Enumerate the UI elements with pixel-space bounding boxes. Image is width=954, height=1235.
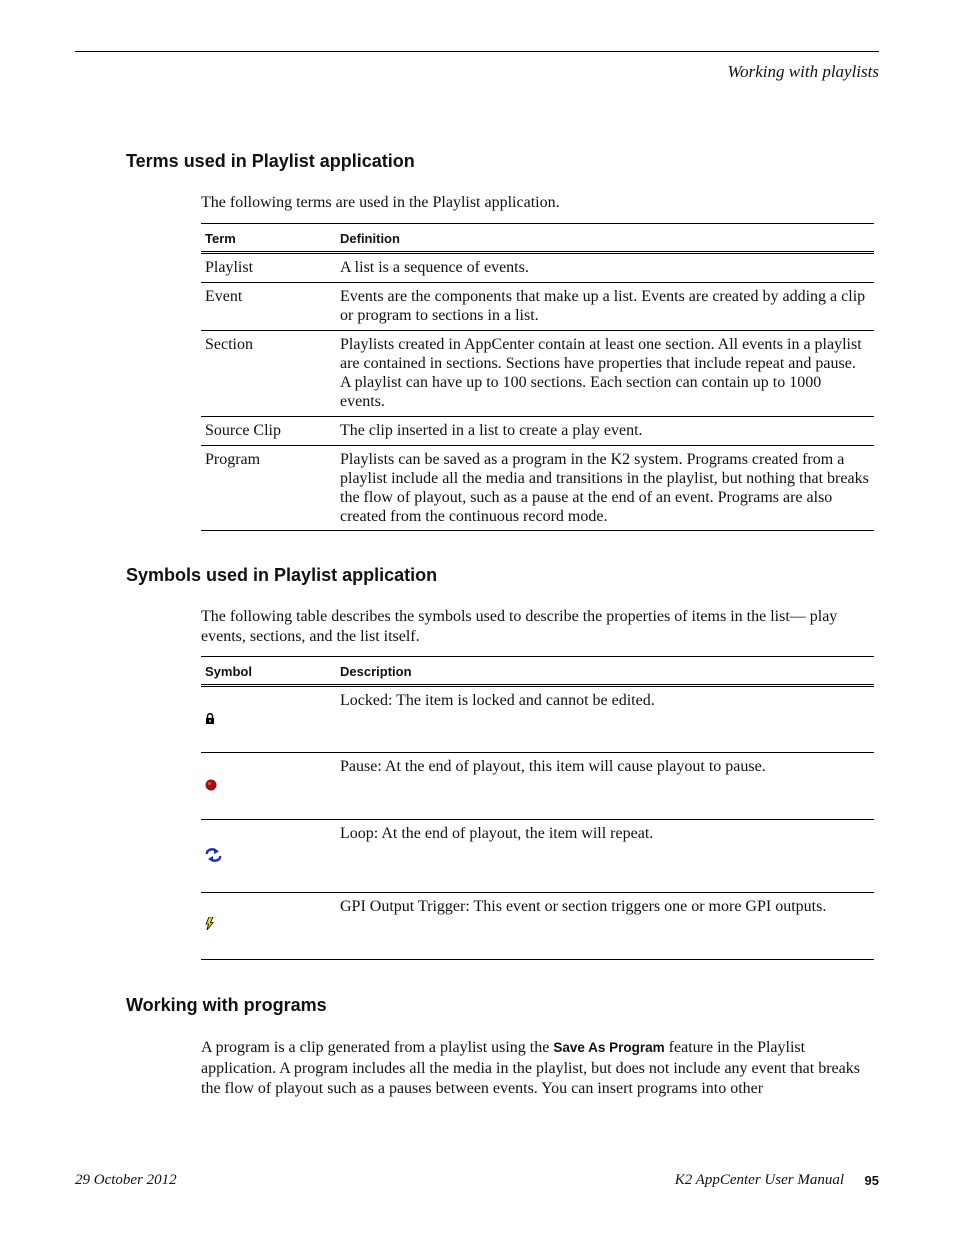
symbols-col-description: Description bbox=[336, 657, 874, 686]
table-row bbox=[201, 893, 874, 960]
table-row bbox=[201, 753, 874, 820]
symbol-cell bbox=[201, 686, 336, 753]
terms-heading: Terms used in Playlist application bbox=[126, 151, 415, 171]
pause-dot-icon bbox=[205, 779, 217, 791]
symbols-col-symbol: Symbol bbox=[201, 657, 336, 686]
terms-col-term: Term bbox=[201, 224, 336, 253]
term-cell: Program bbox=[201, 446, 336, 531]
term-cell: Playlist bbox=[201, 253, 336, 283]
table-row bbox=[201, 820, 874, 893]
table-row bbox=[201, 331, 874, 417]
definition-cell: The clip inserted in a list to create a play event. bbox=[336, 417, 874, 446]
page-number: 95 bbox=[864, 1173, 879, 1188]
table-row bbox=[201, 686, 874, 753]
symbols-intro: The following table describes the symbols used to describe the properties of items in the list— play events, sections, and the list itself. bbox=[201, 608, 838, 645]
footer-manual-title: K2 AppCenter User Manual bbox=[674, 1172, 844, 1188]
description-cell: Locked: The item is locked and cannot be edited. bbox=[336, 686, 874, 753]
description-cell: Loop: At the end of playout, the item will repeat. bbox=[336, 820, 874, 893]
symbols-table bbox=[201, 656, 874, 960]
term-cell: Event bbox=[201, 283, 336, 331]
programs-text-start: A program is a clip generated from a playlist using the bbox=[201, 1039, 554, 1056]
terms-intro: The following terms are used in the Playlist application. bbox=[201, 194, 560, 211]
loop-icon bbox=[205, 848, 222, 862]
table-row bbox=[201, 417, 874, 446]
header-rule bbox=[75, 51, 879, 52]
gpi-trigger-icon bbox=[205, 917, 214, 930]
symbol-cell bbox=[201, 753, 336, 820]
terms-table bbox=[201, 223, 874, 531]
definition-cell: Events are the components that make up a list. Events are created by adding a clip or program to sections in a list. bbox=[336, 283, 874, 331]
description-cell: Pause: At the end of playout, this item will cause playout to pause. bbox=[336, 753, 874, 820]
symbols-heading: Symbols used in Playlist application bbox=[126, 565, 438, 585]
definition-cell: Playlists created in AppCenter contain at least one section. All events in a playlist are contained in sections. Sections have properties that include repeat and pause. A playlist can have up to 100 sections. Each section can contain up to 1000 events. bbox=[336, 331, 874, 417]
running-header: Working with playlists bbox=[727, 62, 879, 81]
save-as-program-label: Save As Program bbox=[553, 1040, 665, 1055]
description-cell: GPI Output Trigger: This event or section triggers one or more GPI outputs. bbox=[336, 893, 874, 960]
table-row bbox=[201, 446, 874, 531]
table-row bbox=[201, 283, 874, 331]
programs-text-rest: feature in the Playlist application. A program includes all the media in the playlist, but does not include any event that breaks the flow of playout such as a pauses between events. You can insert programs into other bbox=[201, 1039, 860, 1097]
term-cell: Section bbox=[201, 331, 336, 417]
term-cell: Source Clip bbox=[201, 417, 336, 446]
symbol-cell bbox=[201, 893, 336, 960]
lock-icon bbox=[205, 713, 215, 724]
definition-cell: Playlists can be saved as a program in the K2 system. Programs created from a playlist include all the media and transitions in the playlist, but nothing that breaks the flow of playout, such as a pause at the end of an event. Programs are also created from the continuous record mode. bbox=[336, 446, 874, 531]
table-row bbox=[201, 253, 874, 283]
programs-paragraph bbox=[201, 1038, 875, 1100]
terms-col-definition: Definition bbox=[336, 224, 874, 253]
footer-date: 29 October 2012 bbox=[75, 1172, 177, 1188]
definition-cell: A list is a sequence of events. bbox=[336, 253, 874, 283]
symbol-cell bbox=[201, 820, 336, 893]
programs-heading: Working with programs bbox=[126, 995, 327, 1015]
